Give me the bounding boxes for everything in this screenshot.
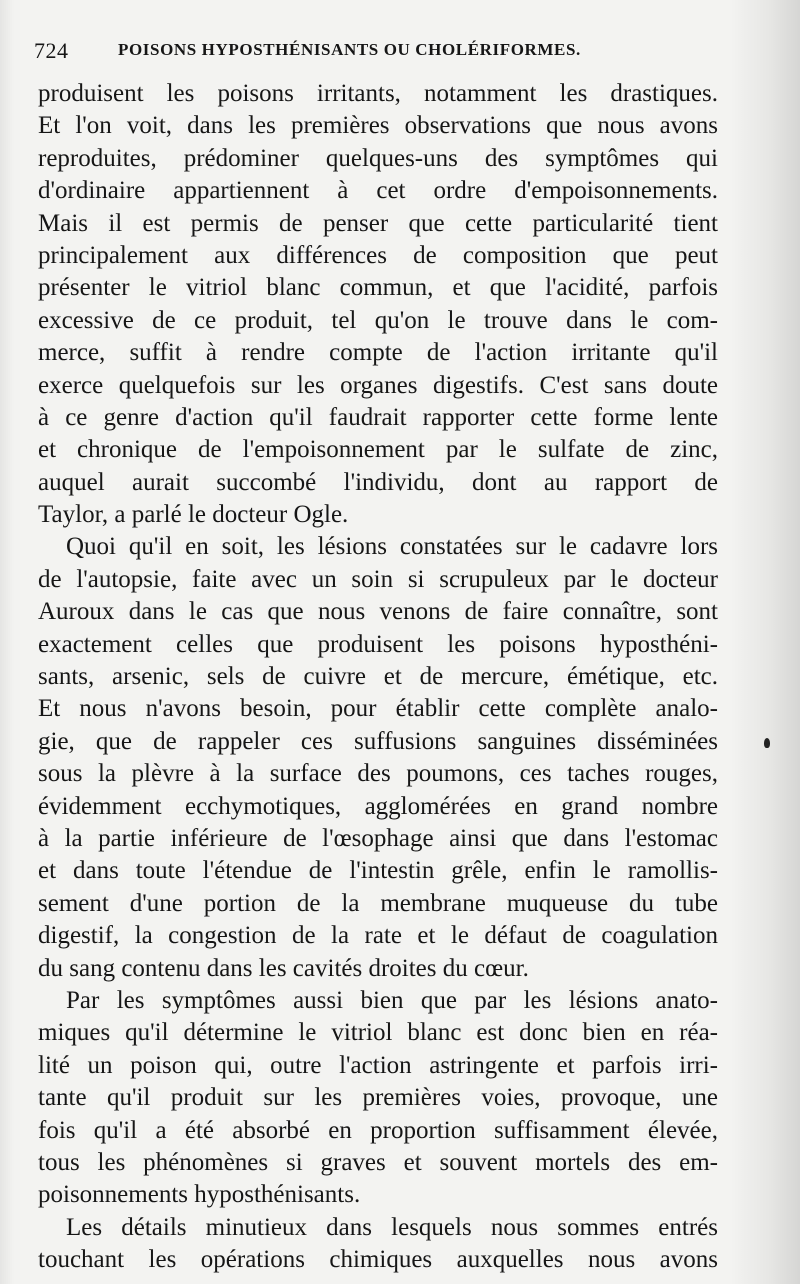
text-line: sous la plèvre à la surface des poumons, ces taches rouges, (38, 760, 718, 788)
text-line: et dans toute l'étendue de l'intestin grêle, enfin le ramollis- (38, 857, 718, 885)
text-line: digestif, la congestion de la rate et le défaut de coagulation (38, 922, 718, 950)
text-line: évidemment ecchymotiques, agglomérées en grand nombre (38, 792, 718, 820)
text-line: Les détails minutieux dans lesquels nous sommes entrés (66, 1213, 718, 1241)
text-line: lité un poison qui, outre l'action astringente et parfois irri- (38, 1051, 718, 1079)
text-line: Taylor, a parlé le docteur Ogle. (38, 501, 349, 529)
text-line: auquel aurait succombé l'individu, dont au rapport de (38, 468, 718, 496)
text-line: miques qu'il détermine le vitriol blanc est donc bien en réa- (38, 1019, 718, 1047)
text-line: tante qu'il produit sur les premières voies, provoque, une (38, 1084, 718, 1112)
text-line: gie, que de rappeler ces suffusions sanguines disséminées (38, 727, 718, 755)
text-line: d'ordinaire appartiennent à cet ordre d'empoisonnements. (38, 177, 718, 205)
text-line: exerce quelquefois sur les organes digestifs. C'est sans doute (38, 371, 718, 399)
text-line: Et nous n'avons besoin, pour établir cette complète analo- (38, 695, 718, 723)
text-line: reproduites, prédominer quelques-uns des symptômes qui (38, 144, 718, 172)
text-line: présenter le vitriol blanc commun, et que l'acidité, parfois (38, 274, 718, 302)
page-header (34, 38, 754, 74)
text-line: touchant les opérations chimiques auxquelles nous avons (38, 1246, 718, 1274)
text-line: Et l'on voit, dans les premières observations que nous avons (38, 112, 718, 140)
text-line: fois qu'il a été absorbé en proportion suffisamment élevée, (38, 1116, 718, 1144)
text-line: de l'autopsie, faite avec un soin si scrupuleux par le docteur (38, 565, 718, 593)
text-line: merce, suffit à rendre compte de l'action irritante qu'il (38, 339, 718, 367)
text-line: tous les phénomènes si graves et souvent mortels des em- (38, 1148, 718, 1176)
text-line: sement d'une portion de la membrane muqueuse du tube (38, 889, 718, 917)
running-head: POISONS HYPOSTHÉNISANTS OU CHOLÉRIFORMES. (118, 40, 581, 59)
page-number: 724 (34, 38, 69, 63)
text-line: principalement aux différences de composition que peut (38, 241, 718, 269)
text-line: excessive de ce produit, tel qu'on le trouve dans le com- (38, 306, 718, 334)
page-left-edge-shadow (0, 0, 14, 1284)
text-line: produisent les poisons irritants, notamment les drastiques. (38, 80, 718, 107)
text-line: Mais il est permis de penser que cette particularité tient (38, 209, 718, 237)
text-line: et chronique de l'empoisonnement par le sulfate de zinc, (38, 436, 718, 464)
text-line: du sang contenu dans les cavités droites du cœur. (38, 954, 529, 982)
text-line: à ce genre d'action qu'il faudrait rapporter cette forme lente (38, 403, 718, 431)
text-line: exactement celles que produisent les poisons hyposthéni- (38, 630, 718, 658)
text-line: sants, arsenic, sels de cuivre et de mercure, émétique, etc. (38, 663, 718, 691)
text-line: Auroux dans le cas que nous venons de faire connaître, sont (38, 598, 718, 626)
page-right-edge-shadow (730, 0, 800, 1284)
ink-mark (764, 738, 770, 748)
text-line: Par les symptômes aussi bien que par les lésions anato- (66, 986, 718, 1014)
text-line: poisonnements hyposthénisants. (38, 1181, 361, 1209)
text-line: Quoi qu'il en soit, les lésions constatées sur le cadavre lors (66, 533, 718, 561)
body-text (38, 78, 718, 1276)
text-line: à la partie inférieure de l'œsophage ainsi que dans l'estomac (38, 824, 718, 852)
